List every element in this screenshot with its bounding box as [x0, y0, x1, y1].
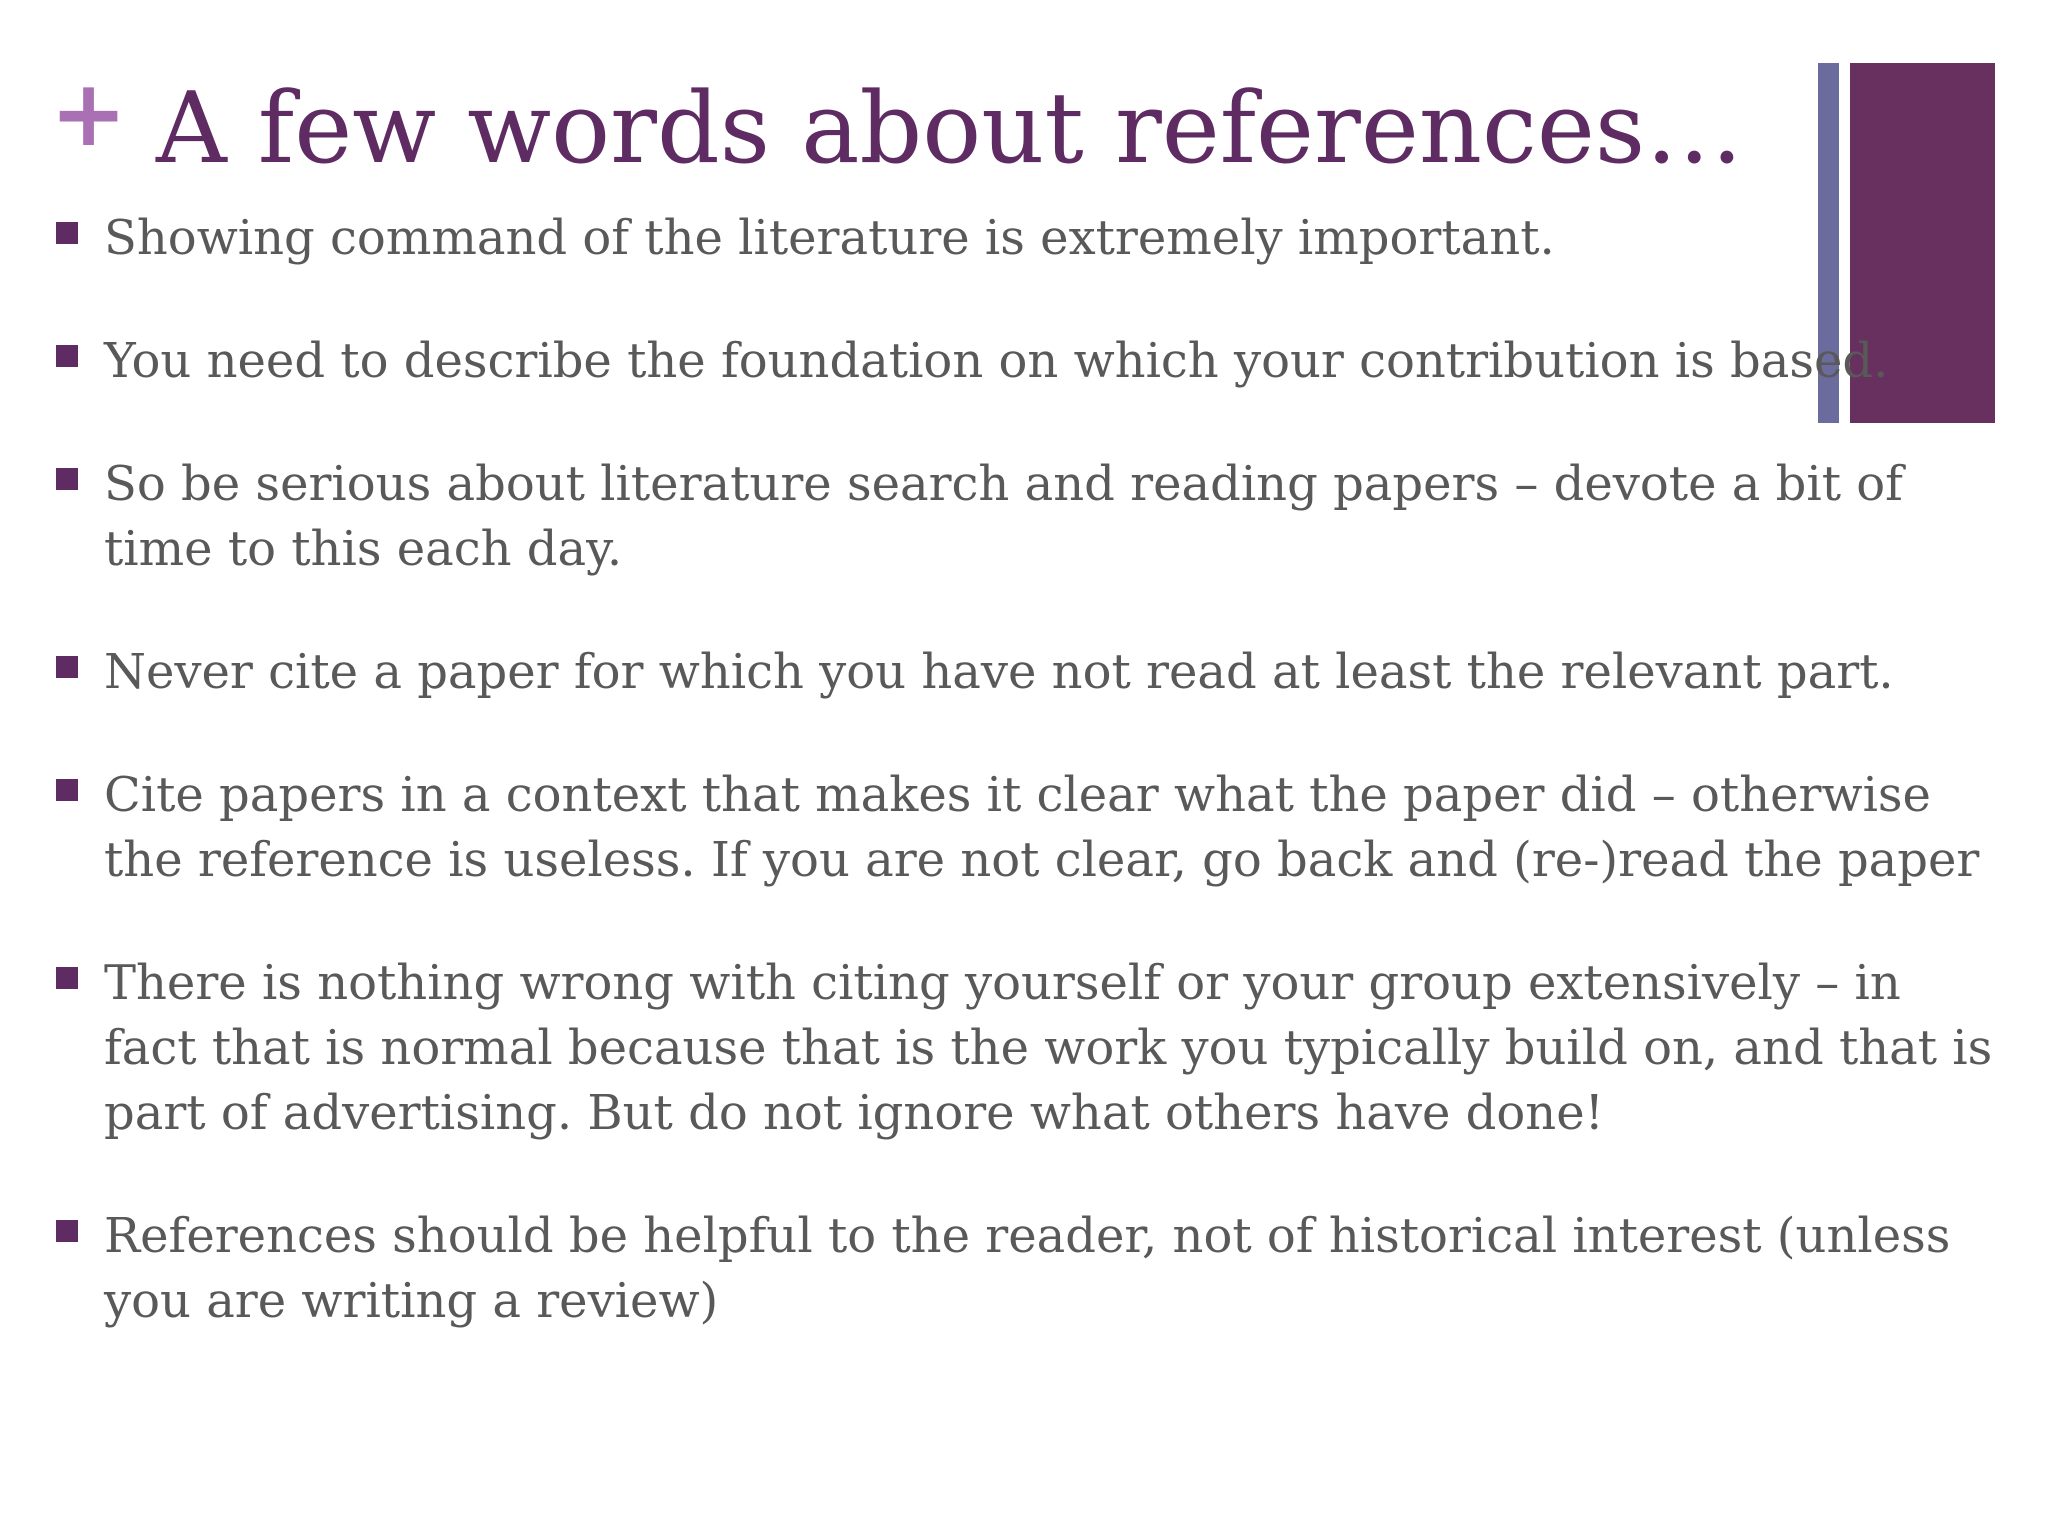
- bullet-text: Never cite a paper for which you have not read at least the relevant part.: [104, 644, 1894, 700]
- square-bullet-icon: [56, 345, 78, 367]
- bullet-item: [56, 951, 2016, 1146]
- bullet-item: [56, 763, 2016, 893]
- bullet-item: [56, 1204, 2016, 1334]
- bullet-text: Cite papers in a context that makes it clear what the paper did – otherwise the reference is useless. If you are not clear, go back and (re-)read the paper: [104, 767, 1980, 888]
- bullet-text: So be serious about literature search and reading papers – devote a bit of time to this each day.: [104, 456, 1903, 577]
- bullet-text: Showing command of the literature is extremely important.: [104, 210, 1555, 266]
- bullet-list: [56, 206, 2016, 1392]
- slide-title: A few words about references…: [156, 72, 1744, 186]
- bullet-item: [56, 206, 2016, 271]
- bullet-item: [56, 640, 2016, 705]
- bullet-text: References should be helpful to the reader, not of historical interest (unless you are writing a review): [104, 1208, 1951, 1329]
- square-bullet-icon: [56, 779, 78, 801]
- square-bullet-icon: [56, 1220, 78, 1242]
- square-bullet-icon: [56, 656, 78, 678]
- square-bullet-icon: [56, 967, 78, 989]
- bullet-item: [56, 452, 2016, 582]
- bullet-text: You need to describe the foundation on which your contribution is based.: [104, 333, 1889, 389]
- bullet-item: [56, 329, 2016, 394]
- square-bullet-icon: [56, 468, 78, 490]
- square-bullet-icon: [56, 222, 78, 244]
- plus-icon: +: [50, 60, 128, 167]
- bullet-text: There is nothing wrong with citing yourself or your group extensively – in fact that is normal because that is the work you typically build on, and that is part of advertising. But do not ignore what others have done!: [104, 955, 1993, 1141]
